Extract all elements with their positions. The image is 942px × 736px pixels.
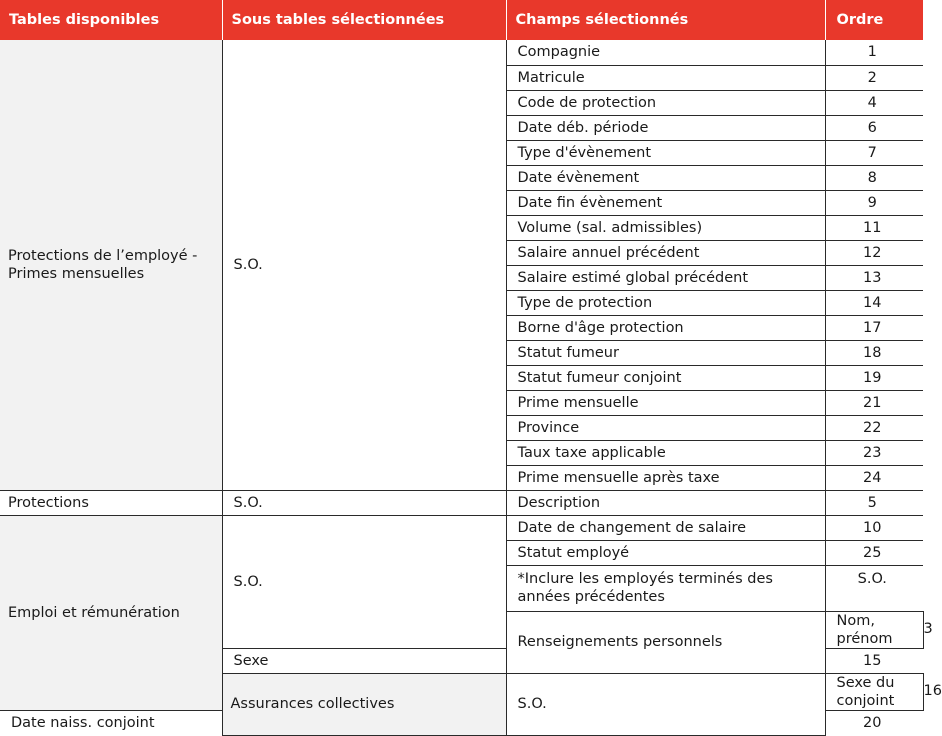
field-name: Type d'évènement xyxy=(506,140,825,165)
field-name: Date évènement xyxy=(506,165,825,190)
field-name: Sexe xyxy=(222,648,506,673)
field-order: 25 xyxy=(825,540,923,565)
field-order: 20 xyxy=(863,714,882,731)
group-subtable: S.O. xyxy=(222,40,506,490)
field-order: S.O. xyxy=(825,565,923,611)
header-subtables: Sous tables sélectionnées xyxy=(222,0,506,40)
field-name: Compagnie xyxy=(506,40,825,65)
field-order: 19 xyxy=(825,365,923,390)
field-order: 8 xyxy=(825,165,923,190)
header-fields: Champs sélectionnés xyxy=(506,0,825,40)
field-name: Code de protection xyxy=(506,90,825,115)
group-table-name: Emploi et rémunération xyxy=(0,515,222,710)
field-order: 13 xyxy=(825,265,923,290)
field-order: 9 xyxy=(825,190,923,215)
field-name: Borne d'âge protection xyxy=(506,315,825,340)
field-name: Nom, prénom xyxy=(825,611,923,648)
field-order: 22 xyxy=(825,415,923,440)
table-row xyxy=(0,515,923,540)
group-table-name: Protections xyxy=(0,490,222,515)
field-name: Prime mensuelle après taxe xyxy=(506,465,825,490)
field-name: Taux taxe applicable xyxy=(506,440,825,465)
group-table-name: Protections de l’employé - Primes mensuelles xyxy=(0,40,222,490)
field-order: 23 xyxy=(825,440,923,465)
header-tables: Tables disponibles xyxy=(0,0,222,40)
field-order: 7 xyxy=(825,140,923,165)
group-subtable: S.O. xyxy=(506,673,825,735)
field-name: *Inclure les employés terminés des années précédentes xyxy=(506,565,825,611)
field-name: Salaire annuel précédent xyxy=(506,240,825,265)
field-name: Statut fumeur xyxy=(506,340,825,365)
field-name: Matricule xyxy=(506,65,825,90)
field-order: 17 xyxy=(825,315,923,340)
field-order: 1 xyxy=(825,40,923,65)
field-name: Salaire estimé global précédent xyxy=(506,265,825,290)
field-order: 14 xyxy=(825,290,923,315)
group-subtable: S.O. xyxy=(222,515,506,648)
field-order: 18 xyxy=(825,340,923,365)
field-order: 6 xyxy=(825,115,923,140)
field-name: Date fin évènement xyxy=(506,190,825,215)
table-row xyxy=(0,40,923,65)
field-order: 5 xyxy=(825,490,923,515)
group-table-name: Assurances collectives xyxy=(222,673,506,735)
field-name: Prime mensuelle xyxy=(506,390,825,415)
field-order: 4 xyxy=(825,90,923,115)
field-name: Province xyxy=(506,415,825,440)
field-order: 21 xyxy=(825,390,923,415)
header-order: Ordre xyxy=(825,0,923,40)
field-name: Sexe du conjoint xyxy=(825,673,923,710)
field-name: Description xyxy=(506,490,825,515)
field-order: 2 xyxy=(825,65,923,90)
table-row: Renseignements personnels Nom, prénom 3 xyxy=(0,611,923,648)
field-order: 15 xyxy=(825,648,923,673)
field-order: 10 xyxy=(825,515,923,540)
header-row xyxy=(0,0,923,40)
field-name: Date naiss. conjoint xyxy=(0,710,222,735)
table-row: Assurances collectives S.O. Sexe du conjoint 16 xyxy=(0,673,923,710)
field-name: Date déb. période xyxy=(506,115,825,140)
field-name: Statut fumeur conjoint xyxy=(506,365,825,390)
group-subtable: S.O. xyxy=(222,490,506,515)
field-name: Volume (sal. admissibles) xyxy=(506,215,825,240)
field-order: 12 xyxy=(825,240,923,265)
table-row xyxy=(0,490,923,515)
field-name: Date de changement de salaire xyxy=(506,515,825,540)
group-subtable: Renseignements personnels xyxy=(506,611,825,673)
field-name: Type de protection xyxy=(506,290,825,315)
field-order: 11 xyxy=(825,215,923,240)
field-name: Statut employé xyxy=(506,540,825,565)
field-order: 24 xyxy=(825,465,923,490)
